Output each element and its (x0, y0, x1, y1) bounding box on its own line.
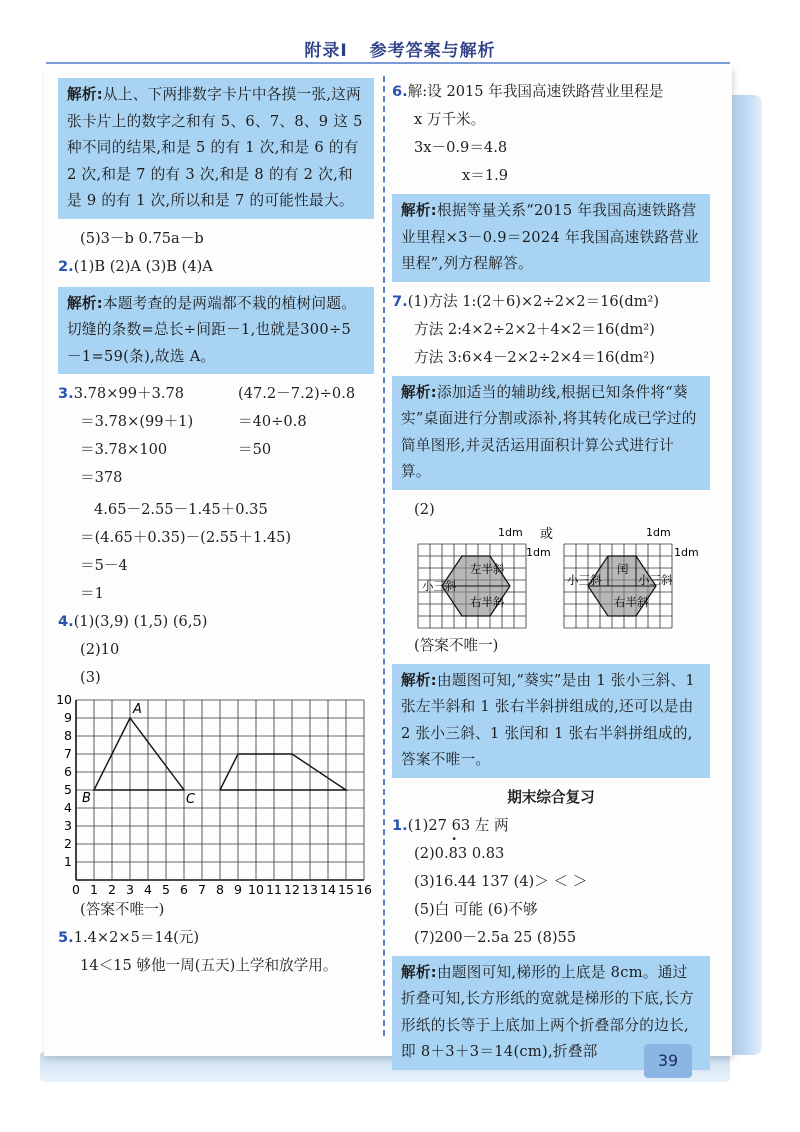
unit-label-1dm-c: 1dm (646, 525, 671, 539)
q2-number: 2. (58, 257, 74, 275)
analysis-text: 由题图可知,“葵实”是由 1 张小三斜、1 张左半斜和 1 张右半斜拼组成的,还可以是由 2 张小三斜、1 张闰和 1 张右半斜拼组成的,答案不唯一。 (401, 671, 695, 768)
left-left-label: 小三斜 (422, 578, 457, 593)
header-appendix: 附录Ⅰ (304, 41, 348, 61)
r1-part3: (3)16.44 137 (4)＞ ＜ ＞ (414, 872, 588, 890)
analysis-text: 本题考查的是两端都不栽的植树问题。切缝的条数=总长÷间距－1,也就是300÷5－1=59(条),故选 A。 (67, 294, 357, 365)
x-label: 0 (72, 882, 80, 897)
right-left-label: 小三斜 (567, 572, 602, 587)
y-label: 6 (64, 764, 72, 779)
q3-expr-a-0: 3.78×99＋3.78 (73, 385, 185, 402)
x-label: 16 (356, 882, 372, 897)
q6-number: 6. (392, 83, 408, 100)
header-title: 参考答案与解析 (369, 41, 496, 61)
r1-part5: (5)白 可能 (6)不够 (414, 900, 538, 918)
x-label: 15 (338, 882, 354, 897)
analysis-box-3 (392, 194, 710, 282)
y-label: 7 (64, 746, 72, 761)
r1-part1: (1)27 63 左 两 (407, 816, 509, 834)
q3-expr-b-1: ＝40÷0.8 (238, 413, 307, 430)
unit-label-1dm-a: 1dm (498, 525, 523, 539)
q6-line-1: 解:设 2015 年我国高速铁路营业里程是 (407, 83, 664, 100)
analysis-box-5 (392, 664, 710, 778)
coordinate-grid-figure (56, 692, 374, 897)
r1-part7: (7)200－2.5a 25 (8)55 (414, 928, 577, 946)
q7-part2-label: (2) (414, 500, 435, 518)
figure-right (564, 544, 673, 628)
left-top-label: 左半斜 (470, 561, 505, 576)
analysis-label: 解析: (67, 294, 103, 312)
q2-line (58, 253, 374, 281)
q4-part2: (2)10 (80, 641, 120, 658)
left-column (58, 78, 374, 980)
analysis-label: 解析: (401, 963, 437, 981)
q6-line-3: 3x－0.9＝4.8 (414, 139, 508, 156)
x-label: 10 (248, 882, 264, 897)
q7-number: 7. (392, 292, 408, 310)
q4-part1: (1)(3,9) (1,5) (6,5) (73, 613, 208, 630)
q3-expr-a-3: ＝378 (80, 469, 123, 486)
grid-lines (76, 700, 364, 862)
x-label: 11 (266, 882, 282, 897)
unit-label-1dm-d: 1dm (674, 545, 699, 559)
x-label: 6 (180, 882, 188, 897)
x-label: 1 (90, 882, 98, 897)
q5-calc: 1.4×2×5＝14(元) (73, 929, 200, 946)
analysis-label: 解析: (401, 671, 437, 689)
right-top-label: 闰 (617, 561, 629, 576)
analysis-text: 从上、下两排数字卡片中各摸一张,这两张卡片上的数字之和有 5、6、7、8、9 这 5 种不同的结果,和是 5 的有 1 次,和是 6 的有 2 次,和是 7 的有 3 次,和是 8 的有 2 次,和是 9 的有 1 次,所以和是 7 的可能性最大。 (67, 86, 363, 209)
q3-number: 3. (58, 385, 74, 402)
x-label: 13 (302, 882, 318, 897)
analysis-box-4 (392, 376, 710, 490)
page-header (0, 36, 800, 61)
point-b-label: B (82, 791, 91, 806)
q2-answers: (1)B (2)A (3)B (4)A (73, 257, 213, 275)
right-bottom-label: 右半斜 (614, 594, 649, 609)
x-label: 3 (126, 882, 134, 897)
analysis-label: 解析: (67, 86, 103, 103)
kuishi-figures (392, 524, 710, 632)
y-label: 2 (64, 836, 72, 851)
q5-number: 5. (58, 929, 74, 946)
figure-left (418, 544, 526, 628)
x-label: 14 (320, 882, 336, 897)
q7-method-1: (1)方法 1:(2＋6)×2÷2×2＝16(dm²) (407, 292, 660, 310)
analysis-box-1 (58, 78, 374, 219)
r1-part2: (2)0.· 83 0.83 (392, 840, 710, 868)
point-c-label: C (186, 792, 196, 807)
column-divider (383, 76, 385, 1036)
analysis-text: 根据等量关系“2015 年我国高速铁路营业里程×3－0.9＝2024 年我国高速铁路营业里程”,列方程解答。 (401, 202, 700, 272)
q3-expr-a-1: ＝3.78×(99＋1) (80, 413, 194, 430)
section-title: 期末综合复习 (507, 788, 595, 806)
y-label: 9 (64, 710, 72, 725)
y-label: 1 (64, 854, 72, 869)
point-a-label: A (133, 702, 142, 717)
q3-expr-c-1: ＝(4.65＋0.35)－(2.55＋1.45) (80, 529, 292, 546)
x-label: 5 (162, 882, 170, 897)
unit-label-1dm-b: 1dm (526, 545, 551, 559)
note-not-unique-1: (答案不唯一) (80, 901, 165, 918)
analysis-label: 解析: (401, 202, 437, 219)
q3-expr-a-2: ＝3.78×100 (80, 441, 168, 458)
x-label: 12 (284, 882, 300, 897)
header-rule (46, 62, 730, 64)
repeating-digit: · 8 (449, 840, 458, 868)
q3-block (58, 380, 374, 496)
y-label: 5 (64, 782, 72, 797)
q3-expr-b-2: ＝50 (238, 441, 272, 458)
q7-method-2: 方法 2:4×2÷2×2＋4×2＝16(dm²) (414, 320, 655, 338)
q3-expr-c-2: ＝5－4 (80, 557, 128, 574)
q1-part5: (5)3－b 0.75a－b (80, 229, 204, 247)
q3-expr-b-0: (47.2－7.2)÷0.8 (238, 385, 356, 402)
y-label: 10 (56, 692, 72, 707)
q4-number: 4. (58, 613, 74, 630)
x-label: 7 (198, 882, 206, 897)
x-label: 8 (216, 882, 224, 897)
q5-conclusion: 14＜15 够他一周(五天)上学和放学用。 (80, 957, 338, 974)
analysis-text: 由题图可知,梯形的上底是 8cm。通过折叠可知,长方形纸的宽就是梯形的下底,长方形纸的长等于上底加上两个折叠部分的边长,即 8＋3＋3＝14(cm),折叠部 (401, 963, 694, 1060)
q7-method-3: 方法 3:6×4－2×2÷2×4＝16(dm²) (414, 348, 655, 366)
page-number: 39 (644, 1044, 692, 1078)
q6-line-4: x＝1.9 (462, 167, 509, 184)
right-right-label: 小三斜 (638, 572, 673, 587)
q4-part3: (3) (80, 669, 101, 686)
y-label: 8 (64, 728, 72, 743)
q3-expr-c-3: ＝1 (80, 585, 104, 602)
note-not-unique-2: (答案不唯一) (414, 636, 499, 654)
x-label: 9 (234, 882, 242, 897)
analysis-box-2 (58, 287, 374, 375)
q3-expr-c-0: 4.65－2.55－1.45＋0.35 (94, 501, 268, 518)
left-bottom-label: 右半斜 (470, 594, 505, 609)
r1-number: 1. (392, 816, 408, 834)
x-label: 4 (144, 882, 152, 897)
right-column (392, 78, 710, 1076)
q6-line-2: x 万千米。 (414, 111, 486, 128)
analysis-label: 解析: (401, 383, 437, 401)
or-label: 或 (540, 526, 554, 542)
x-label: 2 (108, 882, 116, 897)
analysis-text: 添加适当的辅助线,根据已知条件将“葵实”桌面进行分割或添补,将其转化成已学过的简单图形,并灵活运用面积计算公式进行计算。 (401, 383, 697, 480)
y-label: 4 (64, 800, 72, 815)
y-label: 3 (64, 818, 72, 833)
